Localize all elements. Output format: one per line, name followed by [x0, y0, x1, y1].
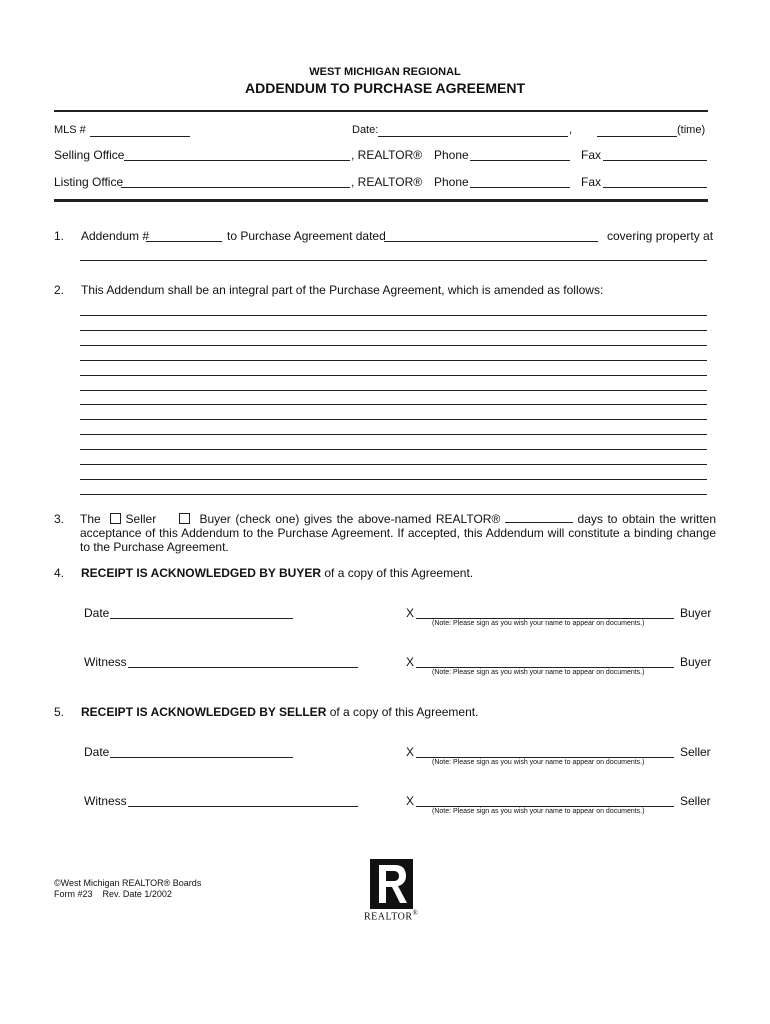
section3-text-b: days to obtain the written acceptance of this Addendum to the Purchase Agreement. If accepted, this Addendum will constitute a binding change to the Purchase Agreement.	[80, 512, 717, 554]
section1-number: 1.	[54, 229, 65, 243]
amendment-line[interactable]	[80, 375, 707, 376]
seller-witness-field[interactable]	[128, 806, 358, 807]
covering-label: covering property at	[607, 229, 714, 243]
listing-phone-field[interactable]	[470, 187, 570, 188]
property-address-field[interactable]	[80, 260, 707, 261]
amendment-line[interactable]	[80, 464, 707, 465]
form-revision: Form #23 Rev. Date 1/2002	[54, 889, 172, 899]
buyer-checkbox[interactable]	[179, 513, 190, 524]
logo-reg-mark: ®	[412, 909, 419, 917]
header-divider	[54, 110, 708, 112]
listing-fax-label: Fax	[581, 175, 602, 189]
realtor-logo-text	[364, 909, 418, 922]
mls-label: MLS #	[54, 124, 86, 136]
seller2-sign-note: (Note: Please sign as you wish your name to appear on documents.)	[432, 808, 645, 815]
section5-rest: of a copy of this Agreement.	[326, 705, 479, 719]
section4-bold: RECEIPT IS ACKNOWLEDGED BY BUYER	[81, 566, 322, 580]
buyer-signature-field[interactable]	[416, 618, 674, 619]
seller-sign-note: (Note: Please sign as you wish your name to appear on documents.)	[432, 759, 645, 766]
selling-phone-field[interactable]	[470, 160, 570, 161]
selling-phone-label: Phone	[434, 148, 469, 162]
seller-x-mark: X	[406, 745, 415, 759]
buyer2-sign-note: (Note: Please sign as you wish your name to appear on documents.)	[432, 669, 645, 676]
selling-realtor-label: , REALTOR®	[351, 148, 423, 162]
seller2-signature-field[interactable]	[416, 806, 674, 807]
org-name: WEST MICHIGAN REGIONAL	[309, 66, 461, 78]
listing-phone-label: Phone	[434, 175, 469, 189]
listing-office-label: Listing Office	[54, 175, 124, 189]
date-comma: ,	[569, 124, 573, 136]
selling-fax-field[interactable]	[603, 160, 707, 161]
amendment-line[interactable]	[80, 345, 707, 346]
amendment-line[interactable]	[80, 360, 707, 361]
seller-date-field[interactable]	[110, 757, 293, 758]
amendment-line[interactable]	[80, 494, 707, 495]
days-field[interactable]	[505, 512, 573, 523]
seller-role-label: Seller	[680, 745, 711, 759]
buyer-witness-field[interactable]	[128, 667, 358, 668]
seller-witness-label: Witness	[84, 794, 127, 808]
amendment-line[interactable]	[80, 390, 707, 391]
mls-field[interactable]	[90, 136, 190, 137]
section2-number: 2.	[54, 283, 65, 297]
addendum-label: Addendum #	[81, 229, 150, 243]
seller-option-label: Seller	[125, 512, 157, 526]
section5-number: 5.	[54, 705, 65, 719]
seller-signature-field[interactable]	[416, 757, 674, 758]
listing-realtor-label: , REALTOR®	[351, 175, 423, 189]
amendment-line[interactable]	[80, 315, 707, 316]
seller-date-label: Date	[84, 745, 110, 759]
section3-the: The	[80, 512, 101, 526]
seller2-role-label: Seller	[680, 794, 711, 808]
realtor-logo-icon	[370, 859, 413, 909]
page-title: ADDENDUM TO PURCHASE AGREEMENT	[244, 80, 525, 96]
section5-heading	[81, 705, 478, 719]
amendment-line[interactable]	[80, 330, 707, 331]
section4-heading	[81, 566, 473, 580]
section5-bold: RECEIPT IS ACKNOWLEDGED BY SELLER	[81, 705, 327, 719]
buyer-sign-note: (Note: Please sign as you wish your name to appear on documents.)	[432, 620, 645, 627]
buyer-date-label: Date	[84, 606, 110, 620]
section4-rest: of a copy of this Agreement.	[321, 566, 474, 580]
buyer-x-mark: X	[406, 606, 415, 620]
amendment-line[interactable]	[80, 449, 707, 450]
amendment-line[interactable]	[80, 404, 707, 405]
buyer2-x-mark: X	[406, 655, 415, 669]
buyer2-signature-field[interactable]	[416, 667, 674, 668]
addendum-number-field[interactable]	[146, 241, 222, 242]
selling-office-label: Selling Office	[54, 148, 125, 162]
listing-fax-field[interactable]	[603, 187, 707, 188]
amendment-line[interactable]	[80, 434, 707, 435]
buyer-role-label: Buyer	[680, 606, 712, 620]
pa-date-field[interactable]	[384, 241, 598, 242]
section-divider	[54, 199, 708, 202]
selling-fax-label: Fax	[581, 148, 602, 162]
amendment-line[interactable]	[80, 479, 707, 480]
date-label: Date:	[352, 124, 379, 136]
section4-number: 4.	[54, 566, 65, 580]
date-field[interactable]	[378, 136, 568, 137]
buyer-date-field[interactable]	[110, 618, 293, 619]
buyer-witness-label: Witness	[84, 655, 127, 669]
buyer-option-label: Buyer	[199, 512, 231, 526]
section3-text-a: (check one) gives the above-named REALTOR®	[235, 512, 501, 526]
realtor-r-icon	[370, 859, 413, 909]
seller-checkbox[interactable]	[110, 513, 121, 524]
seller2-x-mark: X	[406, 794, 415, 808]
time-label: (time)	[677, 124, 706, 136]
amendment-line[interactable]	[80, 419, 707, 420]
time-field[interactable]	[597, 136, 677, 137]
section3-number: 3.	[54, 512, 65, 526]
listing-office-field[interactable]	[121, 187, 350, 188]
copyright-text: ©West Michigan REALTOR® Boards	[54, 878, 202, 888]
to-pa-label: to Purchase Agreement dated	[227, 229, 386, 243]
selling-office-field[interactable]	[124, 160, 350, 161]
buyer2-role-label: Buyer	[680, 655, 712, 669]
logo-word: REALTOR	[364, 911, 413, 923]
section3-paragraph	[80, 512, 716, 554]
section2-text: This Addendum shall be an integral part of the Purchase Agreement, which is amended as follows:	[81, 283, 604, 297]
